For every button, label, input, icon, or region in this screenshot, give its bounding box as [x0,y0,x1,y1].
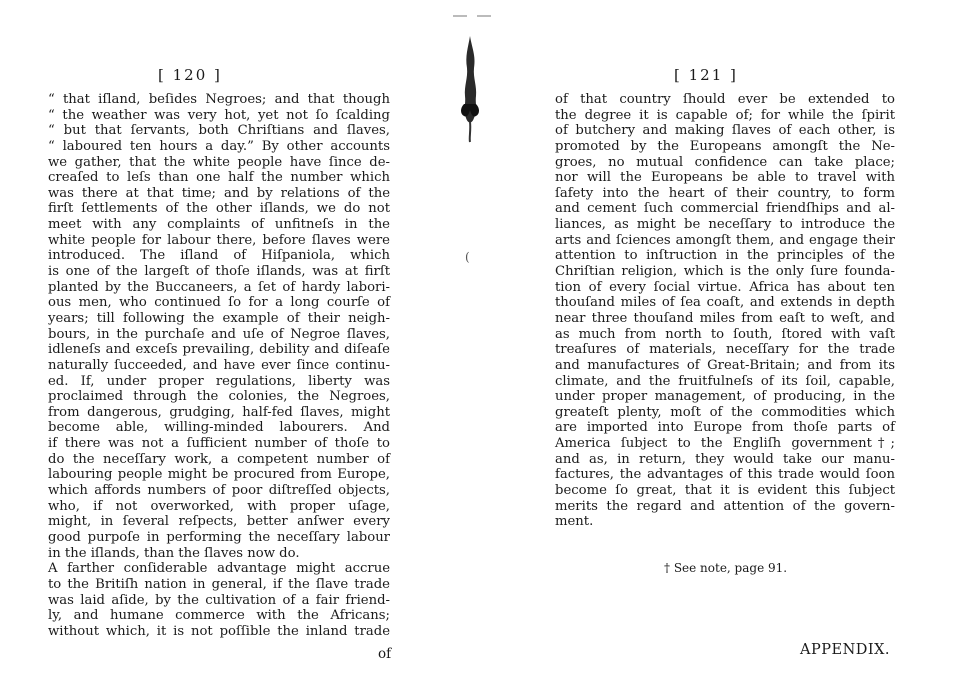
text-line: if there was not a ſufficient number of thoſe to [48,436,390,452]
text-line: A farther conſiderable advantage might accrue [48,561,390,577]
text-line: under proper management, of producing, in the [555,389,895,405]
text-line: near three thouſand miles from eaſt to weſt, and [555,310,895,326]
text-line: was there at that time; and by relations of the [48,185,390,201]
text-line: thouſand miles of ſea coaſt, and extends in depth [555,295,895,311]
text-line: meet with any complaints of unfitneſs in the [48,217,390,233]
gutter-ornament [452,34,488,144]
text-line: factures, the advantages of this trade would ſoon [555,467,895,483]
text-line: “ the weather was very hot, yet not ſo ſcalding [48,107,390,123]
text-line: is one of the largeſt of thoſe iſlands, was at firſt [48,264,390,280]
text-line: groes, no mutual confidence can take place; [555,154,895,170]
text-line: greateſt plenty, moſt of the commodities which [555,404,895,420]
gutter-mark: ( [465,250,470,264]
text-line: America ſubject to the Engliſh government†; [555,436,895,452]
text-line: bours, in the purchaſe and uſe of Negroe ſlaves, [48,326,390,342]
text-line: “ but that ſervants, both Chriſtians and ſlaves, [48,123,390,139]
right-page-text [555,92,895,530]
text-line: naturally ſucceeded, and have ever ſince continu- [48,357,390,373]
text-line: promoted by the Europeans amongſt the Ne- [555,138,895,154]
text-line: and as, in return, they would take our manu- [555,451,895,467]
text-line: as much from north to ſouth, ſtored with vaſt [555,326,895,342]
text-line: to the Britiſh nation in general, if the ſlave trade [48,576,390,592]
text-line: climate, and the fruitfulneſs of its ſoil, capable, [555,373,895,389]
text-line: in the iſlands, than the ſlaves now do. [48,545,300,561]
text-line: ed. If, under proper regulations, liberty was [48,373,390,389]
text-line: of butchery and making ſlaves of each other, is [555,123,895,139]
text-line: proclaimed through the colonies, the Negroes, [48,389,390,405]
text-line: ous men, who continued ſo for a long courſe of [48,295,390,311]
text-line: was laid aſide, by the cultivation of a fair friend- [48,592,390,608]
left-page-number: [ 120 ] [158,66,222,84]
text-line: merits the regard and attention of the govern- [555,498,895,514]
text-line: Chriſtian religion, which is the only ſure founda- [555,264,895,280]
text-line: become ſo great, that it is evident this ſubject [555,483,895,499]
footnote: † See note, page 91. [664,561,788,575]
left-catchword: of [378,646,392,662]
text-line: tion of every ſocial virtue. Africa has about ten [555,279,895,295]
text-line: white people for labour there, before ſlaves were [48,232,390,248]
text-line: and manufactures of Great-Britain; and from its [555,357,895,373]
text-line: “ laboured ten hours a day.” By other accounts [48,138,390,154]
text-line: might, in ſeveral reſpects, better anſwer every [48,514,390,530]
text-line: liances, as might be neceſſary to introduce the [555,217,895,233]
text-line: which affords numbers of poor diſtreſſed objects, [48,483,390,499]
text-line: ly, and humane commerce with the Africans; [48,608,390,624]
text-line: firſt ſettlements of the other iſlands, we do not [48,201,390,217]
right-catchword: APPENDIX. [800,642,891,658]
text-line: we gather, that the white people have ſince de- [48,154,390,170]
text-line: do the neceſſary work, a competent number of [48,451,390,467]
text-line: treaſures of materials, neceſſary for the trade [555,342,895,358]
text-line: nor will the Europeans be able to travel with [555,170,895,186]
text-line: who, if not overworked, with proper uſage, [48,498,390,514]
text-line: become able, willing-minded labourers. And [48,420,390,436]
text-line: arts and ſciences amongſt them, and engage their [555,232,895,248]
text-line: without which, it is not poſſible the inland trade [48,623,390,639]
text-line: attention to inſtruction in the principles of the [555,248,895,264]
right-page-number: [ 121 ] [674,66,738,84]
text-line: ſafety into the heart of their country, to form [555,185,895,201]
text-line: idleneſs and exceſs prevailing, debility and diſeaſe [48,342,390,358]
text-line: planted by the Buccaneers, a ſet of hardy labori- [48,279,390,295]
text-line: “ that iſland, beſides Negroes; and that though [48,92,390,107]
text-line: years; till following the example of their neigh- [48,310,390,326]
text-line: creaſed to leſs than one half the number which [48,170,390,186]
text-line: and cement ſuch commercial friendſhips and al- [555,201,895,217]
text-line: from dangerous, grudging, half-fed ſlaves, might [48,404,390,420]
text-line: are imported into Europe from thoſe parts of [555,420,895,436]
text-line: labouring people might be procured from Europe, [48,467,390,483]
top-rule [453,14,491,18]
text-line: of that country ſhould ever be extended to [555,92,895,107]
text-line: ment. [555,514,594,530]
text-line: good purpoſe in performing the neceſſary labour [48,529,390,545]
text-line: the degree it is capable of; for while the ſpirit [555,107,895,123]
text-line: introduced. The iſland of Hiſpaniola, which [48,248,390,264]
left-page-text [48,92,390,639]
